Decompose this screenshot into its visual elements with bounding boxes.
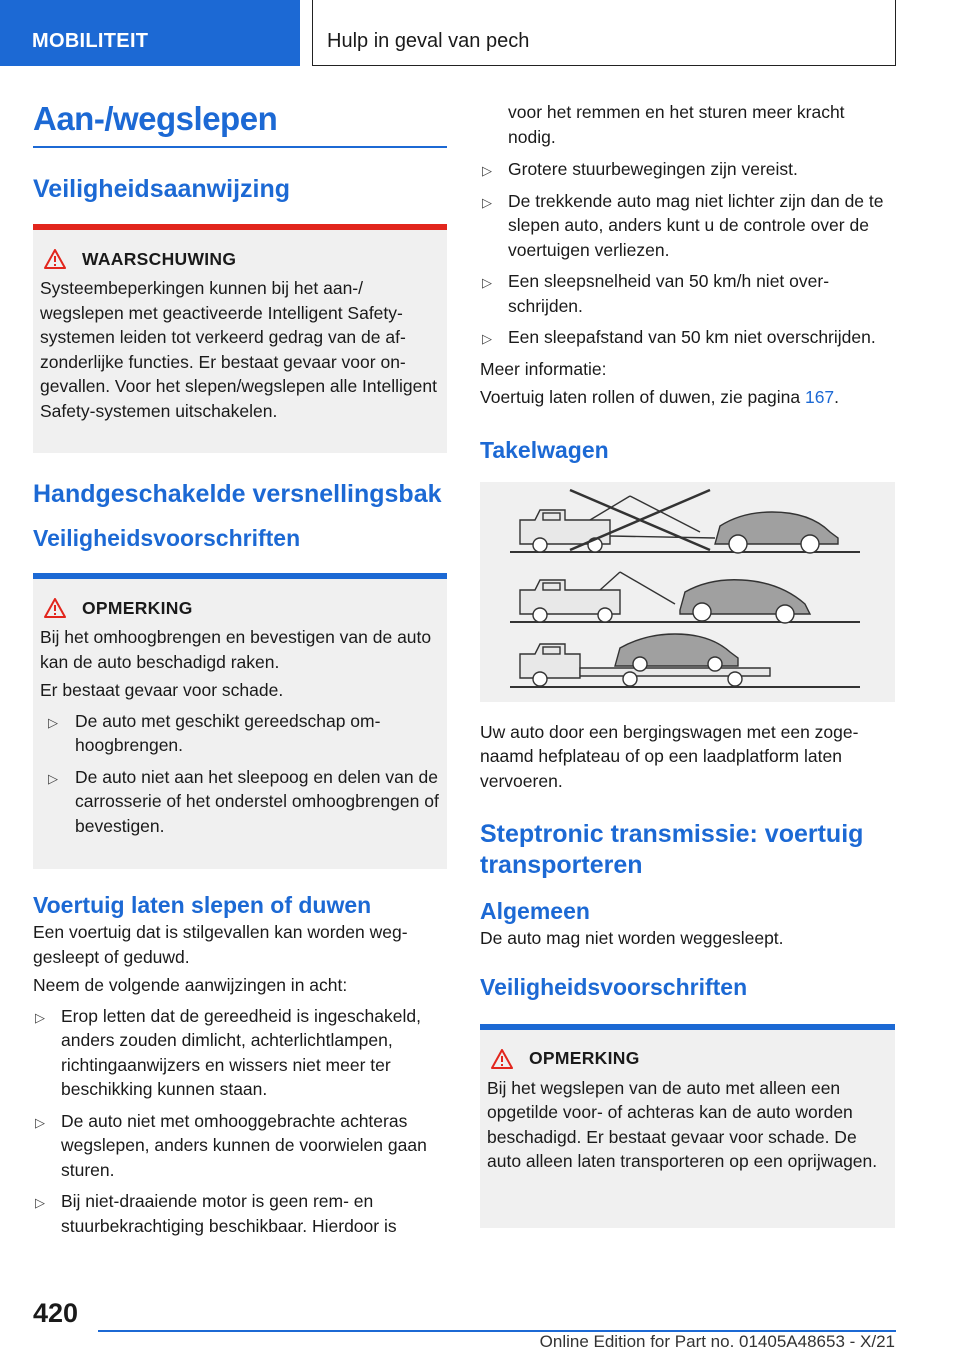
page-link[interactable]: 167 xyxy=(804,387,835,407)
triangle-bullet-icon: ▷ xyxy=(482,331,492,346)
page-number: 420 xyxy=(33,1298,79,1328)
tow-text-2: Neem de volgende aanwijzingen in acht: xyxy=(33,975,348,995)
triangle-bullet-icon: ▷ xyxy=(482,194,492,210)
triangle-bullet-icon: ▷ xyxy=(35,1114,45,1130)
triangle-bullet-icon: ▷ xyxy=(48,770,58,786)
warning-title: WAARSCHUWING xyxy=(82,248,237,269)
note-title-row xyxy=(40,595,439,621)
note-text-2: Er bestaat gevaar voor schade. xyxy=(40,680,284,700)
note-box xyxy=(33,573,447,869)
warning-box xyxy=(33,224,447,453)
right-column xyxy=(480,100,895,1228)
edition-label: Online Edition for Part no. 01405A48653 - X/21 xyxy=(539,1332,895,1351)
list-item: ▷ Erop letten dat de gereedheid is ingeschakeld, anders zouden dimlicht, achterlichtlampen, richtingaanwijzers en wissers niet meer ter beschikking kunnen staan. xyxy=(35,1005,421,1099)
triangle-bullet-icon: ▷ xyxy=(48,714,58,730)
note-title: OPMERKING xyxy=(82,597,193,618)
tow-list-continued xyxy=(480,157,895,350)
page-title: Aan-/wegslepen xyxy=(33,100,278,137)
triangle-bullet-icon: ▷ xyxy=(35,1009,45,1025)
more-info-label: Meer informatie: xyxy=(480,358,607,379)
heading-tow: Voertuig laten slepen of duwen xyxy=(33,892,372,918)
chapter-label: MOBILITEIT xyxy=(0,0,300,66)
warning-title-row xyxy=(40,246,439,272)
section-label: Hulp in geval van pech xyxy=(312,0,896,66)
tow-truck-drawing xyxy=(480,482,895,702)
heading-manual-safety: Veiligheidsvoorschriften xyxy=(33,525,301,551)
list-item: ▷ Bij niet-draaiende motor is geen rem- en stuurbekrachtiging beschikbaar. Hierdoor is xyxy=(35,1191,397,1236)
warning-triangle-icon xyxy=(44,598,66,618)
list-item: ▷ Een sleepafstand van 50 km niet overschrijden. xyxy=(480,325,895,350)
warning-triangle-icon xyxy=(44,249,66,269)
list-item: ▷ De auto met geschikt gereedschap omhoogbrengen. xyxy=(48,710,381,755)
tow-continuation: voor het remmen en het sturen meer kracht nodig. xyxy=(508,102,845,147)
triangle-bullet-icon: ▷ xyxy=(482,275,492,290)
heading-manual-gearbox: Handgeschakelde versnellingsbak xyxy=(33,480,442,508)
note-text: Bij het wegslepen van de auto met alleen een opgetilde voor- of achteras kan de auto worden beschadigd. Er bestaat gevaar voor schade. De auto alleen laten transporteren op een oprijwagen. xyxy=(487,1077,878,1171)
title-rule xyxy=(33,146,447,148)
list-item: ▷ De auto niet met omhooggebrachte achteras wegslepen, anders kunnen de voorwielen gaan sturen. xyxy=(35,1110,427,1180)
heading-steptronic: Steptronic transmissie: voertuig transporteren xyxy=(480,820,864,879)
page-header xyxy=(0,0,960,66)
list-item: ▷ De auto niet aan het sleepoog en delen van de carrosserie of het onderstel omhoogbrengen of bevestigen. xyxy=(48,766,439,836)
takel-text: Uw auto door een bergingswagen met een zogenaamd hefplateau of op een laadplatform laten vervoeren. xyxy=(480,721,859,791)
note-title: OPMERKING xyxy=(529,1048,640,1069)
note-list xyxy=(40,709,439,839)
warning-text: Systeembeperkingen kunnen bij het aan-/ wegslepen met geactiveerde Intelligent Safety-systemen leiden tot verkeerd gedrag van de afzonderlijke functies. Er bestaat gevaar voor ongevallen. Voor het slepen/wegslepen alle Intelligent Safety-systemen uitschakelen. xyxy=(40,278,437,421)
list-item: ▷ De trekkende auto mag niet lichter zijn dan de te slepen auto, anders kunt u de controle over de voertuigen verliezen. xyxy=(482,190,884,260)
heading-steptronic-safety: Veiligheidsvoorschriften xyxy=(480,973,748,1000)
general-text: De auto mag niet worden weggesleept. xyxy=(480,928,784,948)
heading-general: Algemeen xyxy=(480,898,590,924)
heading-safety: Veiligheidsaanwijzing xyxy=(33,175,291,203)
note-title-row xyxy=(487,1046,887,1072)
tow-text-1: Een voertuig dat is stilgevallen kan worden weggesleept of geduwd. xyxy=(33,922,408,967)
note-box-steptronic xyxy=(480,1024,895,1228)
triangle-bullet-icon: ▷ xyxy=(482,163,492,178)
warning-triangle-icon xyxy=(491,1049,513,1069)
see-also: Voertuig laten rollen of duwen, zie pagina 167. xyxy=(480,387,840,407)
heading-takelwagen: Takelwagen xyxy=(480,436,609,463)
note-text-1: Bij het omhoogbrengen en bevestigen van de auto kan de auto beschadigd raken. xyxy=(40,627,432,672)
triangle-bullet-icon: ▷ xyxy=(35,1195,45,1210)
tow-list xyxy=(33,1004,447,1239)
tow-truck-illustration xyxy=(480,482,895,702)
list-item: ▷ Grotere stuurbewegingen zijn vereist. xyxy=(480,157,895,182)
left-column xyxy=(33,100,447,1245)
list-item: ▷ Een sleepsnelheid van 50 km/h niet overschrijden. xyxy=(482,271,830,316)
